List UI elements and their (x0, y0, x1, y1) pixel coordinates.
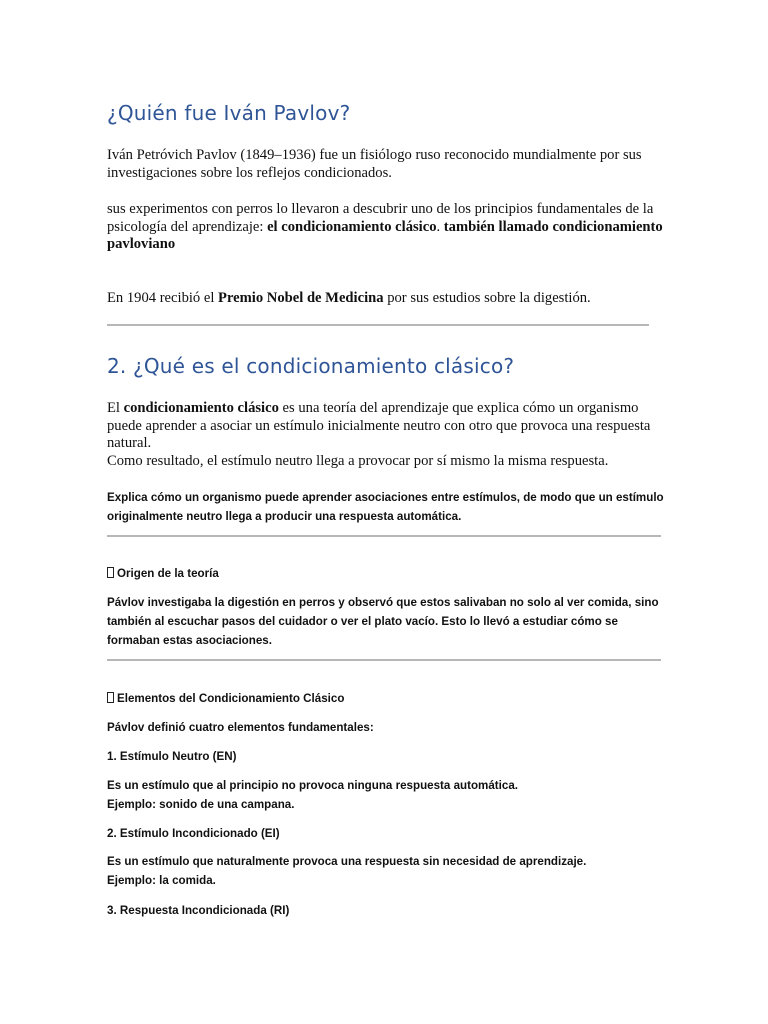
classical-conditioning-bold: el condicionamiento clásico (267, 218, 437, 235)
nobel-paragraph (107, 290, 667, 308)
unconditioned-response-title: 3. Respuesta Incondicionada (RI) (107, 904, 290, 917)
definition-result: Como resultado, el estímulo neutro llega a provocar por sí mismo la misma respuesta. (107, 452, 609, 469)
unconditioned-stimulus-definition: Es un estímulo que naturalmente provoca una respuesta sin necesidad de aprendizaje. (107, 855, 587, 868)
neutral-stimulus-example: Ejemplo: sonido de una campana. (107, 798, 295, 811)
elements-heading (107, 689, 667, 708)
missing-glyph-icon (107, 692, 114, 703)
elements-heading-text: Elementos del Condicionamiento Clásico (117, 692, 345, 705)
divider (107, 535, 661, 537)
neutral-stimulus-definition: Es un estímulo que al principio no provoca ninguna respuesta automática. (107, 779, 519, 792)
divider (107, 324, 649, 326)
origin-heading-text: Origen de la teoría (117, 567, 219, 580)
origin-body: Pávlov investigaba la digestión en perros y observó que estos salivaban no solo al ver comida, sino también al escuchar pasos del cuidador o ver el plato vacío. Esto lo llevó a estudiar cómo se formaban estas asociaciones. (107, 596, 659, 647)
section-title-conditioning: 2. ¿Qué es el condicionamiento clásico? (107, 354, 515, 378)
definition-paragraph (107, 400, 667, 470)
classical-conditioning-term: condicionamiento clásico (123, 400, 279, 416)
summary-paragraph: Explica cómo un organismo puede aprender asociaciones entre estímulos, de modo que un estímulo originalmente neutro llega a producir una respuesta automática. (107, 491, 664, 523)
definition-text-end: es una teoría del aprendizaje que explica cómo un organismo puede aprender a asociar un estímulo inicialmente neutro con otro que provoca una respuesta natural. (107, 400, 651, 451)
missing-glyph-icon (107, 567, 114, 578)
pavlovian-conditioning-bold: también llamado condicionamiento pavloviano (107, 218, 663, 252)
nobel-prize-bold: Premio Nobel de Medicina (218, 290, 384, 306)
unconditioned-stimulus-desc (107, 852, 667, 890)
definition-text-start: El (107, 400, 124, 416)
neutral-stimulus-desc (107, 776, 667, 814)
experiments-text: sus experimentos con perros lo llevaron a descubrir uno de los principios fundamentales de la psicología del aprendizaje: (107, 201, 654, 235)
nobel-text-end: por sus estudios sobre la digestión. (383, 290, 591, 306)
divider (107, 659, 661, 661)
elements-intro: Pávlov definió cuatro elementos fundamentales: (107, 721, 374, 734)
neutral-stimulus-title: 1. Estímulo Neutro (EN) (107, 750, 237, 763)
intro-paragraph: Iván Petróvich Pavlov (1849–1936) fue un fisiólogo ruso reconocido mundialmente por sus investigaciones sobre los reflejos condicionados. (107, 147, 642, 181)
unconditioned-stimulus-example: Ejemplo: la comida. (107, 874, 216, 887)
section-title-pavlov: ¿Quién fue Iván Pavlov? (107, 101, 351, 125)
origin-heading (107, 564, 667, 583)
experiments-paragraph (107, 201, 667, 254)
unconditioned-stimulus-title: 2. Estímulo Incondicionado (EI) (107, 827, 280, 840)
separator-text: . (436, 218, 444, 235)
nobel-text-start: En 1904 recibió el (107, 290, 219, 306)
